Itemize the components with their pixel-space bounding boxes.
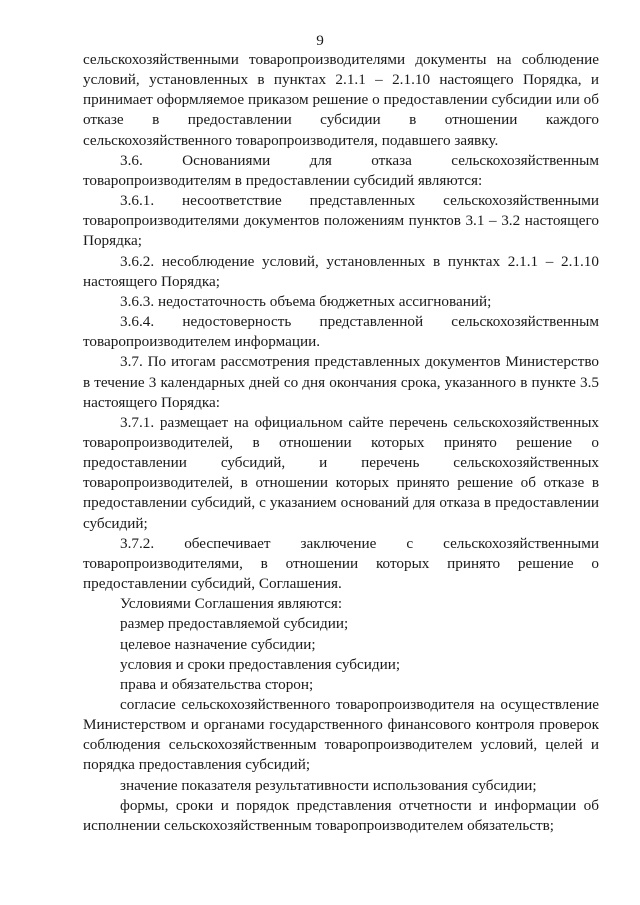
paragraph-3-7-2: 3.7.2. обеспечивает заключение с сельскохозяйственными товаропроизводителями, в отношении которых принято решение о предоставлении субсидий, Соглашения. xyxy=(83,534,599,593)
paragraph-3-7-1: 3.7.1. размещает на официальном сайте перечень сельскохозяйственных товаропроизводителей, в отношении которых принято решение о предоставлении субсидий, и перечень сельскохозяйственных товаропроизводителей, в отношении которых принято решение об отказе в предоставлении субсидий, с указанием оснований для отказа в предоставлении субсидий; xyxy=(83,413,599,532)
paragraph-3-6-3: 3.6.3. недостаточность объема бюджетных ассигнований; xyxy=(120,292,492,310)
list-item-rights: права и обязательства сторон; xyxy=(120,675,314,693)
document-body xyxy=(83,50,599,836)
list-item-consent: согласие сельскохозяйственного товаропроизводителя на осуществление Министерством и органами государственного финансового контроля проверок соблюдения сельскохозяйственным товаропроизводителем условий, целей и порядка предоставления субсидий; xyxy=(83,696,599,774)
paragraph-3-7: 3.7. По итогам рассмотрения представленных документов Министерство в течение 3 календарных дней со дня окончания срока, указанного в пункте 3.5 настоящего Порядка: xyxy=(83,353,599,411)
list-item-terms: условия и сроки предоставления субсидии; xyxy=(120,655,401,673)
paragraph-3-6-1: 3.6.1. несоответствие представленных сельскохозяйственными товаропроизводителями документов положениям пунктов 3.1 – 3.2 настоящего Порядка; xyxy=(83,192,599,250)
paragraph-3-6-4: 3.6.4. недостоверность представленной сельскохозяйственным товаропроизводителем информации. xyxy=(83,313,599,351)
list-item-reporting: формы, сроки и порядок представления отчетности и информации об исполнении сельскохозяйственным товаропроизводителем обязательств; xyxy=(83,796,599,834)
list-item-subsidy-amount: размер предоставляемой субсидии; xyxy=(120,615,349,633)
paragraph-agreement-conditions: Условиями Соглашения являются: xyxy=(120,595,343,613)
list-item-purpose: целевое назначение субсидии; xyxy=(120,635,316,653)
paragraph-3-6-2: 3.6.2. несоблюдение условий, установленных в пунктах 2.1.1 – 2.1.10 настоящего Порядка; xyxy=(83,252,599,290)
list-item-indicator: значение показателя результативности использования субсидии; xyxy=(120,776,537,794)
page-number: 9 xyxy=(316,32,324,49)
paragraph-3-6: 3.6. Основаниями для отказа сельскохозяйственным товаропроизводителям в предоставлении субсидий являются: xyxy=(83,151,599,189)
paragraph-continuation: сельскохозяйственными товаропроизводителями документы на соблюдение условий, установленных в пунктах 2.1.1 – 2.1.10 настоящего Порядка, и принимает оформляемое приказом решение о предоставлении субсидии или об отказе в предоставлении субсидии в отношении каждого сельскохозяйственного товаропроизводителя, подавшего заявку. xyxy=(83,51,599,149)
